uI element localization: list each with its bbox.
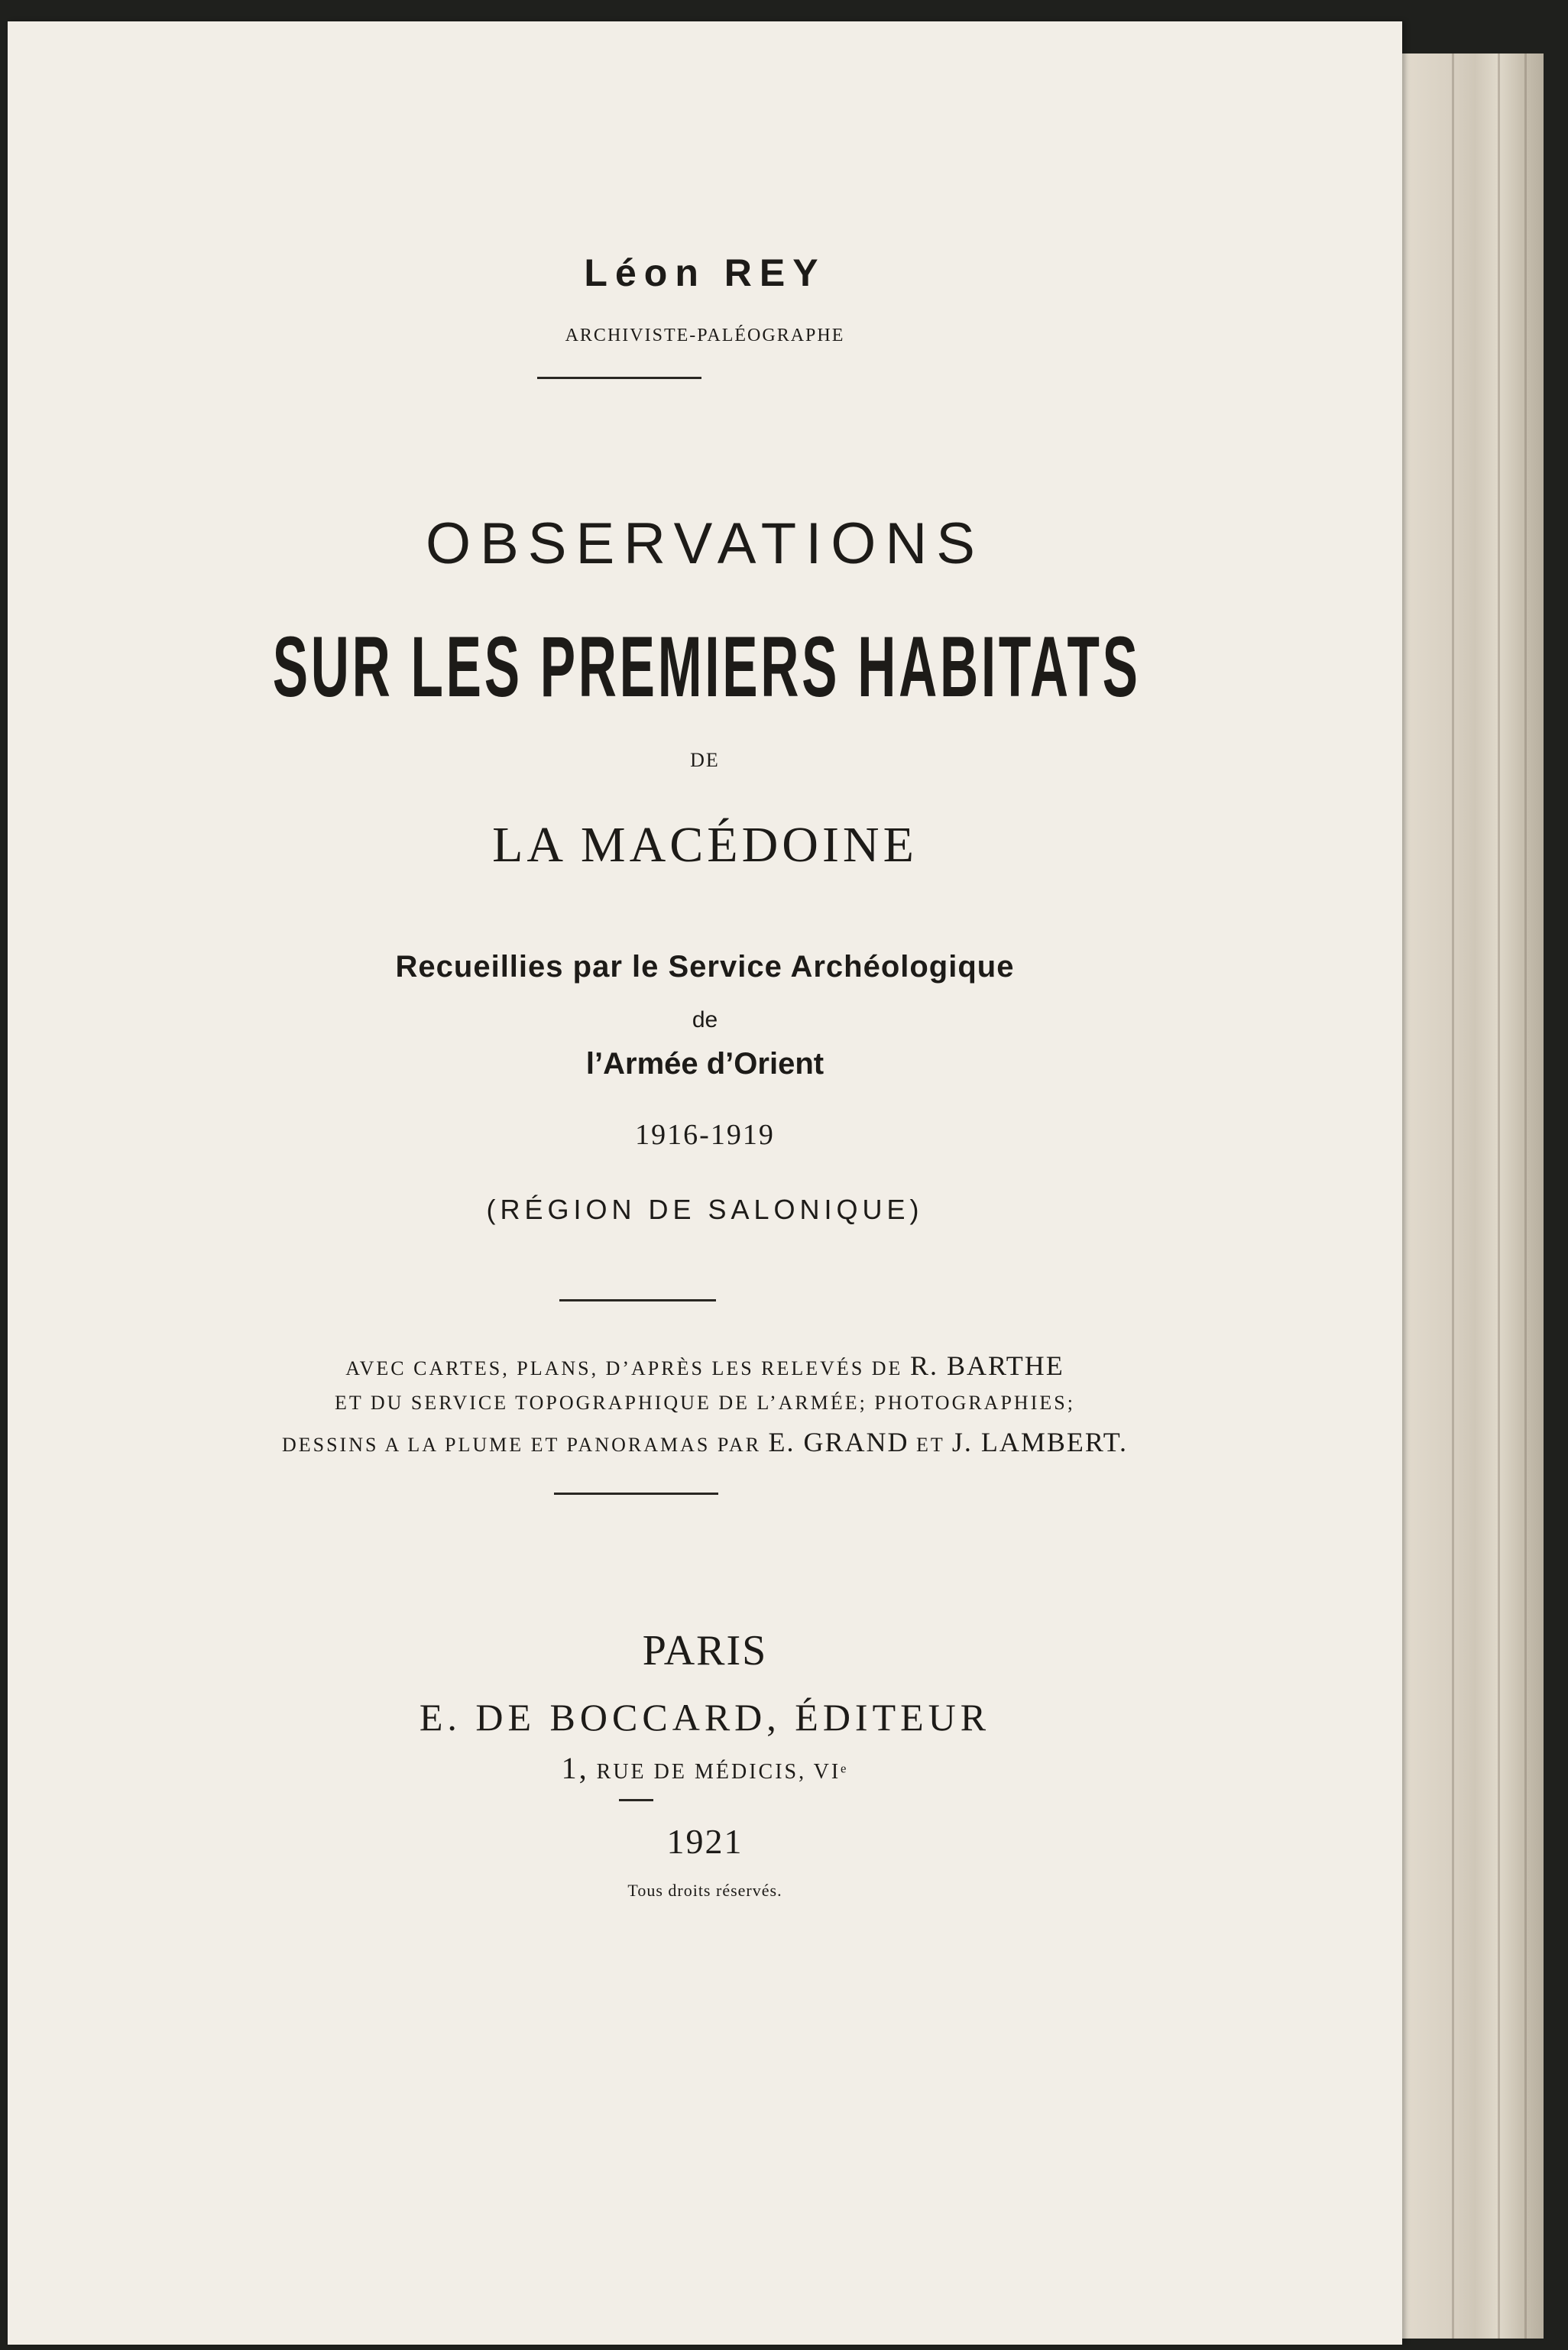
imprint-rights: Tous droits réservés. <box>627 1881 782 1900</box>
credits-name: R. BARTHE <box>909 1350 1064 1381</box>
title-page <box>8 21 1402 2345</box>
imprint-publisher: E. DE BOCCARD, ÉDITEUR <box>419 1696 991 1739</box>
subtitle-region: (RÉGION DE SALONIQUE) <box>486 1194 924 1225</box>
credits-text: AVEC CARTES, PLANS, D’APRÈS LES RELEVÉS DE <box>345 1357 903 1379</box>
subtitle-line-3: l’Armée d’Orient <box>585 1047 824 1081</box>
credits-name: E. GRAND <box>768 1427 909 1457</box>
short-rule <box>619 1799 653 1801</box>
credits-text: DESSINS A LA PLUME ET PANORAMAS PAR <box>281 1434 762 1456</box>
credits-line-3 <box>8 1426 1402 1458</box>
subtitle-dates: 1916-1919 <box>635 1119 775 1151</box>
divider-rule <box>554 1493 718 1495</box>
credits-line-2: ET DU SERVICE TOPOGRAPHIQUE DE L’ARMÉE; PHOTOGRAPHIES; <box>335 1392 1075 1414</box>
address-number: 1, <box>561 1751 589 1785</box>
subtitle-line-1: Recueillies par le Service Archéologique <box>395 950 1015 984</box>
title-line-1: OBSERVATIONS <box>425 511 985 576</box>
credits-text: ET <box>916 1434 945 1456</box>
page-edge-line <box>1498 53 1500 2339</box>
title-line-2: SUR LES PREMIERS HABITATS <box>272 619 1141 715</box>
imprint-address <box>8 1750 1402 1786</box>
author-title: ARCHIVISTE-PALÉOGRAPHE <box>565 326 845 345</box>
divider-rule <box>559 1299 716 1301</box>
imprint-city: PARIS <box>642 1627 768 1674</box>
author-name: Léon REY <box>584 251 826 294</box>
page-edge-line <box>1452 53 1454 2339</box>
title-line-4: LA MACÉDOINE <box>492 817 918 873</box>
divider-rule <box>537 377 701 379</box>
page-edges <box>1391 53 1544 2339</box>
title-line-3: DE <box>690 749 720 771</box>
credits-line-1 <box>8 1350 1402 1382</box>
address-street: RUE DE MÉDICIS, VIᵉ <box>596 1760 849 1784</box>
credits-name: J. LAMBERT. <box>951 1427 1129 1457</box>
page-edge-line <box>1524 53 1527 2339</box>
subtitle-line-2: de <box>692 1007 718 1032</box>
imprint-year: 1921 <box>666 1822 744 1861</box>
